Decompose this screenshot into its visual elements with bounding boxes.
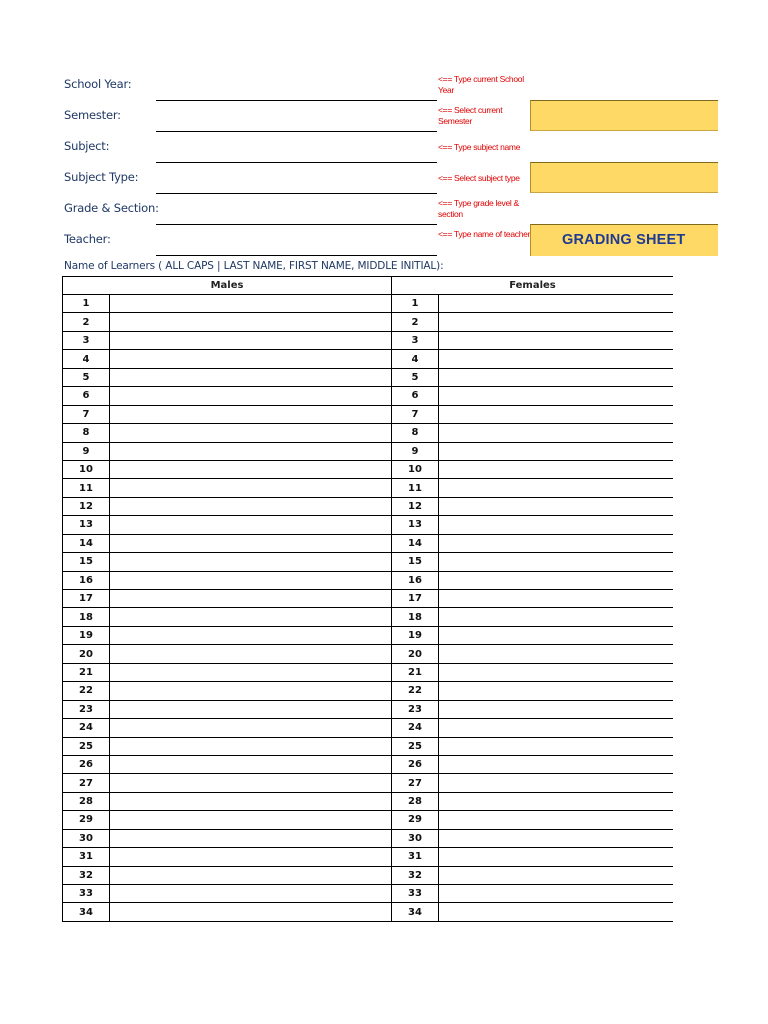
female-name-cell[interactable] bbox=[439, 830, 673, 847]
female-row-number: 25 bbox=[392, 738, 439, 755]
female-row-number: 2 bbox=[392, 313, 439, 330]
table-row bbox=[63, 848, 673, 866]
female-name-cell[interactable] bbox=[439, 424, 673, 441]
male-row-number: 23 bbox=[63, 701, 110, 718]
female-row-number: 7 bbox=[392, 406, 439, 423]
table-row bbox=[63, 756, 673, 774]
male-name-cell[interactable] bbox=[110, 590, 392, 607]
grading-sheet-title: GRADING SHEET bbox=[562, 232, 686, 248]
male-name-cell[interactable] bbox=[110, 313, 392, 330]
female-name-cell[interactable] bbox=[439, 756, 673, 773]
table-row bbox=[63, 479, 673, 497]
female-row-number: 29 bbox=[392, 811, 439, 828]
female-row-number: 9 bbox=[392, 443, 439, 460]
male-name-cell[interactable] bbox=[110, 424, 392, 441]
table-row bbox=[63, 313, 673, 331]
male-name-cell[interactable] bbox=[110, 701, 392, 718]
female-name-cell[interactable] bbox=[439, 793, 673, 810]
table-row bbox=[63, 498, 673, 516]
male-row-number: 20 bbox=[63, 645, 110, 662]
female-row-number: 24 bbox=[392, 719, 439, 736]
male-row-number: 33 bbox=[63, 885, 110, 902]
female-row-number: 10 bbox=[392, 461, 439, 478]
table-header-row bbox=[63, 277, 673, 295]
male-row-number: 1 bbox=[63, 295, 110, 312]
female-row-number: 12 bbox=[392, 498, 439, 515]
female-row-number: 32 bbox=[392, 867, 439, 884]
female-row-number: 4 bbox=[392, 350, 439, 367]
male-name-cell[interactable] bbox=[110, 535, 392, 552]
female-row-number: 30 bbox=[392, 830, 439, 847]
female-row-number: 16 bbox=[392, 572, 439, 589]
subject-hint: <== Type subject name bbox=[438, 142, 521, 152]
male-name-cell[interactable] bbox=[110, 572, 392, 589]
male-row-number: 7 bbox=[63, 406, 110, 423]
subject-type-hint: <== Select subject type bbox=[438, 173, 520, 183]
female-row-number: 17 bbox=[392, 590, 439, 607]
female-row-number: 14 bbox=[392, 535, 439, 552]
semester-label: Semester: bbox=[64, 108, 121, 122]
male-name-cell[interactable] bbox=[110, 885, 392, 902]
female-name-cell[interactable] bbox=[439, 350, 673, 367]
male-name-cell[interactable] bbox=[110, 719, 392, 736]
male-name-cell[interactable] bbox=[110, 848, 392, 865]
female-name-cell[interactable] bbox=[439, 627, 673, 644]
male-name-cell[interactable] bbox=[110, 369, 392, 386]
table-row bbox=[63, 572, 673, 590]
male-name-cell[interactable] bbox=[110, 553, 392, 570]
female-name-cell[interactable] bbox=[439, 590, 673, 607]
table-row bbox=[63, 719, 673, 737]
subject-type-dropdown[interactable] bbox=[530, 162, 718, 193]
female-name-cell[interactable] bbox=[439, 387, 673, 404]
table-row bbox=[63, 830, 673, 848]
female-name-cell[interactable] bbox=[439, 885, 673, 902]
male-name-cell[interactable] bbox=[110, 903, 392, 920]
female-name-cell[interactable] bbox=[439, 811, 673, 828]
female-name-cell[interactable] bbox=[439, 516, 673, 533]
male-row-number: 8 bbox=[63, 424, 110, 441]
male-name-cell[interactable] bbox=[110, 774, 392, 791]
male-name-cell[interactable] bbox=[110, 332, 392, 349]
male-row-number: 28 bbox=[63, 793, 110, 810]
teacher-hint: <== Type name of teacher bbox=[438, 229, 531, 239]
male-name-cell[interactable] bbox=[110, 295, 392, 312]
male-row-number: 31 bbox=[63, 848, 110, 865]
table-row bbox=[63, 295, 673, 313]
male-row-number: 3 bbox=[63, 332, 110, 349]
female-row-number: 18 bbox=[392, 608, 439, 625]
table-row bbox=[63, 701, 673, 719]
female-name-cell[interactable] bbox=[439, 664, 673, 681]
table-row bbox=[63, 811, 673, 829]
table-row bbox=[63, 535, 673, 553]
female-row-number: 13 bbox=[392, 516, 439, 533]
female-name-cell[interactable] bbox=[439, 682, 673, 699]
female-name-cell[interactable] bbox=[439, 645, 673, 662]
male-row-number: 22 bbox=[63, 682, 110, 699]
male-row-number: 4 bbox=[63, 350, 110, 367]
male-row-number: 29 bbox=[63, 811, 110, 828]
female-name-cell[interactable] bbox=[439, 738, 673, 755]
female-row-number: 22 bbox=[392, 682, 439, 699]
table-row bbox=[63, 590, 673, 608]
male-row-number: 21 bbox=[63, 664, 110, 681]
semester-hint: <== Select current Semester bbox=[438, 105, 503, 126]
female-row-number: 34 bbox=[392, 903, 439, 920]
female-row-number: 5 bbox=[392, 369, 439, 386]
subject-type-field[interactable] bbox=[156, 181, 437, 194]
female-name-cell[interactable] bbox=[439, 443, 673, 460]
male-row-number: 5 bbox=[63, 369, 110, 386]
female-row-number: 28 bbox=[392, 793, 439, 810]
female-name-cell[interactable] bbox=[439, 719, 673, 736]
female-row-number: 8 bbox=[392, 424, 439, 441]
male-row-number: 9 bbox=[63, 443, 110, 460]
male-row-number: 25 bbox=[63, 738, 110, 755]
female-name-cell[interactable] bbox=[439, 553, 673, 570]
male-row-number: 13 bbox=[63, 516, 110, 533]
female-row-number: 20 bbox=[392, 645, 439, 662]
female-name-cell[interactable] bbox=[439, 867, 673, 884]
table-row bbox=[63, 867, 673, 885]
table-row bbox=[63, 627, 673, 645]
males-header: Males bbox=[63, 277, 392, 294]
female-name-cell[interactable] bbox=[439, 903, 673, 920]
male-row-number: 19 bbox=[63, 627, 110, 644]
male-row-number: 12 bbox=[63, 498, 110, 515]
table-row bbox=[63, 350, 673, 368]
table-row bbox=[63, 903, 673, 921]
grade-section-label: Grade & Section: bbox=[64, 201, 159, 215]
male-row-number: 24 bbox=[63, 719, 110, 736]
female-name-cell[interactable] bbox=[439, 369, 673, 386]
male-name-cell[interactable] bbox=[110, 811, 392, 828]
teacher-label: Teacher: bbox=[64, 232, 111, 246]
grade-section-hint: <== Type grade level & section bbox=[438, 198, 519, 219]
female-name-cell[interactable] bbox=[439, 461, 673, 478]
male-row-number: 32 bbox=[63, 867, 110, 884]
table-row bbox=[63, 885, 673, 903]
male-name-cell[interactable] bbox=[110, 682, 392, 699]
subject-label: Subject: bbox=[64, 139, 110, 153]
table-row bbox=[63, 406, 673, 424]
male-row-number: 15 bbox=[63, 553, 110, 570]
table-row bbox=[63, 553, 673, 571]
learners-caption: Name of Learners ( ALL CAPS | LAST NAME, FIRST NAME, MIDDLE INITIAL): bbox=[64, 260, 444, 272]
school-year-label: School Year: bbox=[64, 77, 132, 91]
subject-type-label: Subject Type: bbox=[64, 170, 139, 184]
female-row-number: 21 bbox=[392, 664, 439, 681]
female-row-number: 23 bbox=[392, 701, 439, 718]
table-row bbox=[63, 443, 673, 461]
table-row bbox=[63, 645, 673, 663]
male-name-cell[interactable] bbox=[110, 516, 392, 533]
male-name-cell[interactable] bbox=[110, 406, 392, 423]
male-row-number: 11 bbox=[63, 479, 110, 496]
male-name-cell[interactable] bbox=[110, 479, 392, 496]
female-row-number: 31 bbox=[392, 848, 439, 865]
male-row-number: 2 bbox=[63, 313, 110, 330]
male-row-number: 10 bbox=[63, 461, 110, 478]
table-row bbox=[63, 516, 673, 534]
table-row bbox=[63, 682, 673, 700]
female-row-number: 19 bbox=[392, 627, 439, 644]
female-name-cell[interactable] bbox=[439, 295, 673, 312]
female-name-cell[interactable] bbox=[439, 774, 673, 791]
male-row-number: 34 bbox=[63, 903, 110, 920]
female-row-number: 15 bbox=[392, 553, 439, 570]
female-row-number: 27 bbox=[392, 774, 439, 791]
semester-field[interactable] bbox=[156, 119, 437, 132]
male-name-cell[interactable] bbox=[110, 443, 392, 460]
male-row-number: 30 bbox=[63, 830, 110, 847]
female-row-number: 11 bbox=[392, 479, 439, 496]
female-name-cell[interactable] bbox=[439, 535, 673, 552]
male-name-cell[interactable] bbox=[110, 867, 392, 884]
table-row bbox=[63, 608, 673, 626]
table-row bbox=[63, 461, 673, 479]
male-name-cell[interactable] bbox=[110, 793, 392, 810]
male-row-number: 27 bbox=[63, 774, 110, 791]
male-row-number: 6 bbox=[63, 387, 110, 404]
male-name-cell[interactable] bbox=[110, 350, 392, 367]
grade-section-field[interactable] bbox=[156, 212, 437, 225]
male-row-number: 26 bbox=[63, 756, 110, 773]
school-year-field[interactable] bbox=[156, 88, 437, 101]
male-name-cell[interactable] bbox=[110, 608, 392, 625]
female-row-number: 26 bbox=[392, 756, 439, 773]
table-row bbox=[63, 387, 673, 405]
table-row bbox=[63, 424, 673, 442]
subject-field[interactable] bbox=[156, 150, 437, 163]
females-header: Females bbox=[509, 280, 556, 291]
female-name-cell[interactable] bbox=[439, 701, 673, 718]
male-name-cell[interactable] bbox=[110, 387, 392, 404]
male-row-number: 14 bbox=[63, 535, 110, 552]
table-row bbox=[63, 664, 673, 682]
teacher-field[interactable] bbox=[156, 243, 437, 256]
female-row-number: 3 bbox=[392, 332, 439, 349]
female-name-cell[interactable] bbox=[439, 572, 673, 589]
male-row-number: 16 bbox=[63, 572, 110, 589]
table-row bbox=[63, 738, 673, 756]
semester-dropdown[interactable] bbox=[530, 100, 718, 131]
male-row-number: 17 bbox=[63, 590, 110, 607]
male-name-cell[interactable] bbox=[110, 756, 392, 773]
male-name-cell[interactable] bbox=[110, 830, 392, 847]
female-row-number: 1 bbox=[392, 295, 439, 312]
female-name-cell[interactable] bbox=[439, 848, 673, 865]
male-name-cell[interactable] bbox=[110, 461, 392, 478]
female-name-cell[interactable] bbox=[439, 608, 673, 625]
female-name-cell[interactable] bbox=[439, 406, 673, 423]
grading-sheet-banner bbox=[530, 224, 718, 256]
female-row-number: 33 bbox=[392, 885, 439, 902]
male-row-number: 18 bbox=[63, 608, 110, 625]
male-name-cell[interactable] bbox=[110, 738, 392, 755]
female-name-cell[interactable] bbox=[439, 313, 673, 330]
male-name-cell[interactable] bbox=[110, 498, 392, 515]
table-row bbox=[63, 369, 673, 387]
male-name-cell[interactable] bbox=[110, 627, 392, 644]
school-year-hint: <== Type current School Year bbox=[438, 74, 524, 95]
learners-table bbox=[62, 276, 673, 922]
male-name-cell[interactable] bbox=[110, 645, 392, 662]
female-name-cell[interactable] bbox=[439, 479, 673, 496]
female-name-cell[interactable] bbox=[439, 498, 673, 515]
female-name-cell[interactable] bbox=[439, 332, 673, 349]
table-row bbox=[63, 774, 673, 792]
male-name-cell[interactable] bbox=[110, 664, 392, 681]
table-row bbox=[63, 793, 673, 811]
table-row bbox=[63, 332, 673, 350]
female-row-number: 6 bbox=[392, 387, 439, 404]
